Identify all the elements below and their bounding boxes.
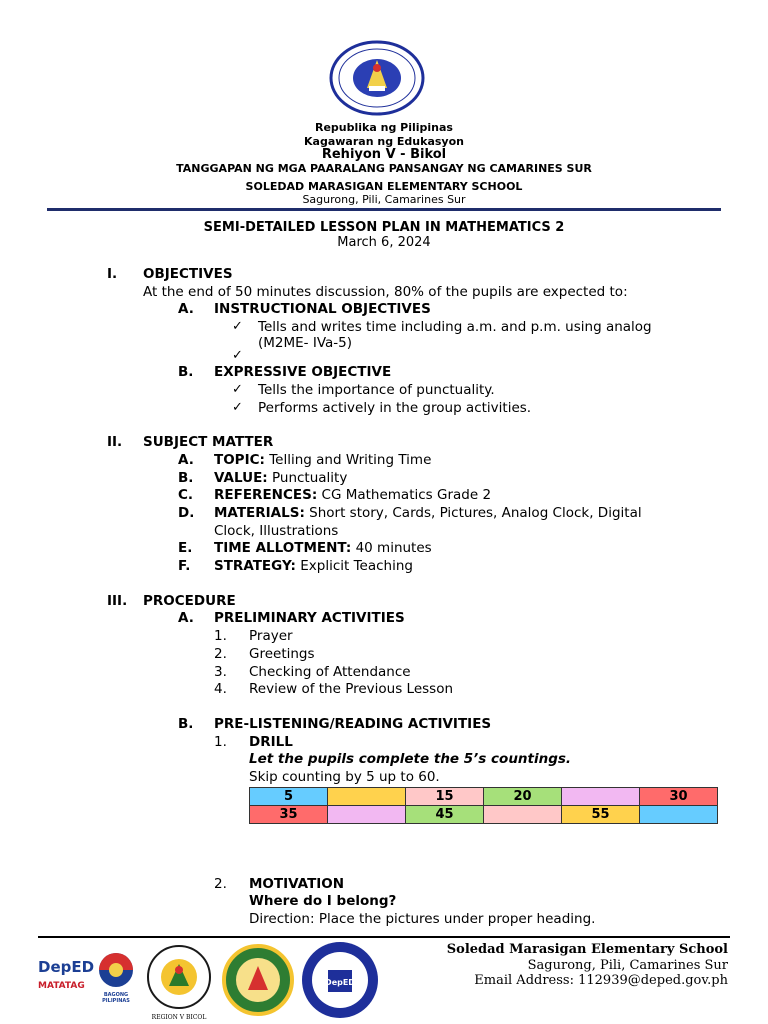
header-division: TANGGAPAN NG MGA PAARALANG PANSANGAY NG CAMARINES SUR — [176, 162, 592, 175]
subject-letter: D. — [178, 505, 195, 521]
expressive-objective-heading: EXPRESSIVE OBJECTIVE — [214, 364, 392, 380]
svg-text:DepED: DepED — [325, 978, 355, 987]
footer-school-name: Soledad Marasigan Elementary School — [446, 942, 728, 957]
motivation-heading: MOTIVATION — [249, 876, 345, 892]
bagong-text: BAGONG PILIPINAS — [102, 992, 130, 1004]
header-divider — [47, 208, 721, 211]
bagong-pilipinas-logo — [93, 952, 139, 1002]
skip-counting-table — [249, 787, 718, 824]
preliminary-heading: PRELIMINARY ACTIVITIES — [214, 610, 405, 626]
table-cell: 15 — [406, 788, 484, 806]
header-address: Sagurong, Pili, Camarines Sur — [302, 193, 466, 206]
pre-listening-heading: PRE-LISTENING/READING ACTIVITIES — [214, 716, 492, 732]
list-num: 3. — [214, 664, 227, 680]
table-cell — [328, 788, 406, 806]
footer-email: Email Address: 112939@deped.gov.ph — [474, 973, 728, 988]
deped-matatag-logo — [38, 958, 95, 1004]
table-cell — [484, 806, 562, 824]
subject-item-strategy: STRATEGY: Explicit Teaching — [214, 558, 413, 574]
section-num: II. — [107, 434, 123, 450]
region-text: REGION V BICOL — [151, 1014, 207, 1021]
subject-letter: E. — [178, 540, 193, 556]
drill-heading: DRILL — [249, 734, 293, 750]
objective-item: Tells and writes time including a.m. and p.m. using analog — [258, 319, 652, 335]
list-item: Checking of Attendance — [249, 664, 411, 680]
check-icon: ✓ — [232, 348, 243, 363]
section-num: III. — [107, 593, 128, 609]
objectives-intro: At the end of 50 minutes discussion, 80% of the pupils are expected to: — [143, 284, 628, 300]
check-icon: ✓ — [232, 400, 243, 415]
subject-item-topic: TOPIC: Telling and Writing Time — [214, 452, 432, 468]
school-logo — [300, 940, 380, 1020]
table-cell: 5 — [250, 788, 328, 806]
division-office-logo — [222, 944, 294, 1016]
list-num: 1. — [214, 628, 227, 644]
deped-region-logo — [142, 944, 216, 1021]
subsection-letter: B. — [178, 364, 194, 380]
lesson-plan-date: March 6, 2024 — [337, 235, 431, 250]
check-icon: ✓ — [232, 382, 243, 397]
table-cell: 30 — [640, 788, 718, 806]
check-icon: ✓ — [232, 319, 243, 334]
drill-instruction: Let the pupils complete the 5’s countings. — [249, 751, 572, 767]
table-cell: 35 — [250, 806, 328, 824]
subject-letter: C. — [178, 487, 194, 503]
objectives-heading: OBJECTIVES — [143, 266, 233, 282]
subject-letter: B. — [178, 470, 194, 486]
objective-item: Tells the importance of punctuality. — [258, 382, 495, 398]
objective-item: Performs actively in the group activities. — [258, 400, 532, 416]
table-cell: 45 — [406, 806, 484, 824]
table-cell: 20 — [484, 788, 562, 806]
list-num: 2. — [214, 876, 227, 892]
subsection-letter: A. — [178, 301, 194, 317]
subject-item-references: REFERENCES: CG Mathematics Grade 2 — [214, 487, 492, 503]
subject-item-time: TIME ALLOTMENT: 40 minutes — [214, 540, 432, 556]
drill-subtext: Skip counting by 5 up to 60. — [249, 769, 440, 785]
motivation-title: Where do I belong? — [249, 893, 397, 909]
motivation-direction: Direction: Place the pictures under proper heading. — [249, 911, 596, 927]
list-item: Prayer — [249, 628, 293, 644]
deped-seal — [329, 40, 425, 116]
subject-item-materials-cont: Clock, Illustrations — [214, 523, 339, 539]
matatag-text: MATATAG — [38, 981, 85, 991]
header-school: SOLEDAD MARASIGAN ELEMENTARY SCHOOL — [245, 180, 523, 193]
list-item: Greetings — [249, 646, 315, 662]
instructional-objectives-heading: INSTRUCTIONAL OBJECTIVES — [214, 301, 431, 317]
section-num: I. — [107, 266, 118, 282]
table-cell — [562, 788, 640, 806]
list-num: 2. — [214, 646, 227, 662]
table-cell — [328, 806, 406, 824]
footer-address: Sagurong, Pili, Camarines Sur — [527, 958, 728, 973]
footer-divider — [38, 936, 730, 938]
subject-item-value: VALUE: Punctuality — [214, 470, 348, 486]
objective-code: (M2ME- IVa-5) — [258, 335, 353, 351]
lesson-plan-title: SEMI-DETAILED LESSON PLAN IN MATHEMATICS 2 — [203, 220, 565, 235]
subject-letter: A. — [178, 452, 194, 468]
subsection-letter: B. — [178, 716, 194, 732]
subject-matter-heading: SUBJECT MATTER — [143, 434, 274, 450]
header-region: Rehiyon V - Bikol — [321, 147, 447, 162]
subsection-letter: A. — [178, 610, 194, 626]
deped-logo-text: DepED — [38, 958, 95, 976]
list-num: 4. — [214, 681, 227, 697]
list-item: Review of the Previous Lesson — [249, 681, 454, 697]
list-num: 1. — [214, 734, 227, 750]
subject-letter: F. — [178, 558, 191, 574]
table-row — [250, 806, 718, 824]
table-row — [250, 788, 718, 806]
subject-item-materials: MATERIALS: Short story, Cards, Pictures, Analog Clock, Digital — [214, 505, 642, 521]
table-cell: 55 — [562, 806, 640, 824]
header-department: Kagawaran ng Edukasyon — [304, 135, 464, 148]
table-cell — [640, 806, 718, 824]
procedure-heading: PROCEDURE — [143, 593, 236, 609]
header-republic: Republika ng Pilipinas — [315, 121, 453, 134]
